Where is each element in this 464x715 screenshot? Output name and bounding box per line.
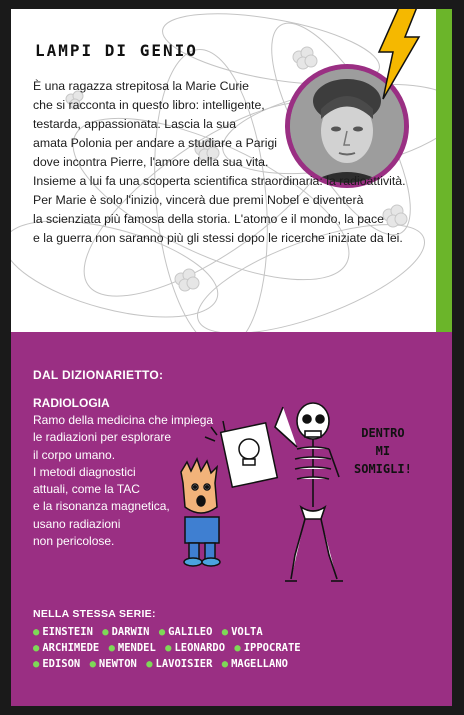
boy-cartoon — [181, 459, 220, 566]
series-row-3 — [33, 658, 291, 670]
bullet-icon: ● — [89, 658, 96, 670]
bullet-icon: ● — [221, 626, 229, 638]
series-book: LEONARDO — [174, 642, 226, 654]
definition-line: attuali, come la TAC — [33, 482, 140, 497]
definition-line: non pericolose. — [33, 534, 115, 549]
intro-line-5: dove incontra Pierre, l'amore della sua vita. — [33, 155, 269, 169]
definition-line: Ramo della medicina che impiega — [33, 413, 214, 427]
series-book: MENDEL — [117, 642, 156, 654]
bullet-icon: ● — [146, 658, 153, 670]
intro-line-7: Per Marie è solo l'inizio, vincerà due premi Nobel e diventerà — [33, 193, 364, 207]
skeleton-cartoon-illustration — [171, 387, 351, 587]
definition-line: il corpo umano. — [33, 447, 116, 462]
dictionary-term: RADIOLOGIA — [33, 396, 110, 410]
series-book: EDISON — [42, 658, 81, 670]
intro-line-6: Insieme a lui fa una scoperta scientifica straordinaria: la radioattività. — [33, 174, 406, 188]
skeleton — [275, 403, 343, 581]
intro-line-1: È una ragazza strepitosa la Marie Curie — [33, 79, 249, 93]
series-book: NEWTON — [98, 658, 137, 670]
bullet-icon: ● — [158, 626, 166, 638]
bullet-icon: ● — [221, 658, 229, 670]
intro-line-9: e la guerra non saranno più gli stessi dopo le ricerche iniziate da lei. — [33, 231, 403, 245]
bullet-icon: ● — [102, 626, 109, 638]
speech-bubble-text — [354, 424, 412, 478]
series-row-2 — [33, 642, 304, 654]
definition-line: I metodi diagnostici — [33, 464, 136, 479]
bullet-icon: ● — [234, 642, 241, 654]
speech-line: MI — [375, 444, 391, 458]
series-book: LAVOISIER — [155, 658, 213, 670]
series-row-1 — [33, 626, 266, 638]
definition-line: le radiazioni per esplorare — [33, 430, 172, 445]
definition-line: usano radiazioni — [33, 516, 121, 531]
series-book: IPPOCRATE — [243, 642, 301, 654]
speech-line: DENTRO — [361, 426, 405, 440]
series-book: MAGELLANO — [231, 658, 288, 670]
series-book: VOLTA — [231, 626, 263, 638]
top-section — [11, 9, 436, 332]
intro-line-2: che si racconta in questo libro: intelligente, — [33, 98, 265, 112]
intro-line-4: amata Polonia per andare a studiare a Parigi — [33, 136, 278, 150]
dictionary-heading: DAL DIZIONARIETTO: — [33, 368, 164, 382]
intro-line-8: la scienziata più famosa della storia. L'atomo e il mondo, la pace — [33, 212, 384, 226]
bullet-icon: ● — [33, 642, 40, 654]
green-side-strip — [436, 9, 452, 332]
book-back-cover — [11, 9, 452, 706]
series-book: EINSTEIN — [42, 626, 93, 638]
bottom-section — [11, 332, 452, 706]
bullet-icon: ● — [165, 642, 172, 654]
bullet-icon: ● — [33, 658, 40, 670]
series-book: DARWIN — [111, 626, 150, 638]
bullet-icon: ● — [33, 626, 40, 638]
same-series-heading: NELLA STESSA SERIE: — [33, 608, 156, 620]
series-book: GALILEO — [168, 626, 213, 638]
intro-line-3: testarda, appassionata. Lascia la sua — [33, 117, 237, 131]
series-title: LAMPI DI GENIO — [35, 41, 198, 60]
bullet-icon: ● — [108, 642, 115, 654]
definition-line: e la risonanza magnetica, — [33, 499, 170, 514]
series-book: ARCHIMEDE — [42, 642, 100, 654]
speech-line: SOMIGLI! — [354, 462, 412, 476]
